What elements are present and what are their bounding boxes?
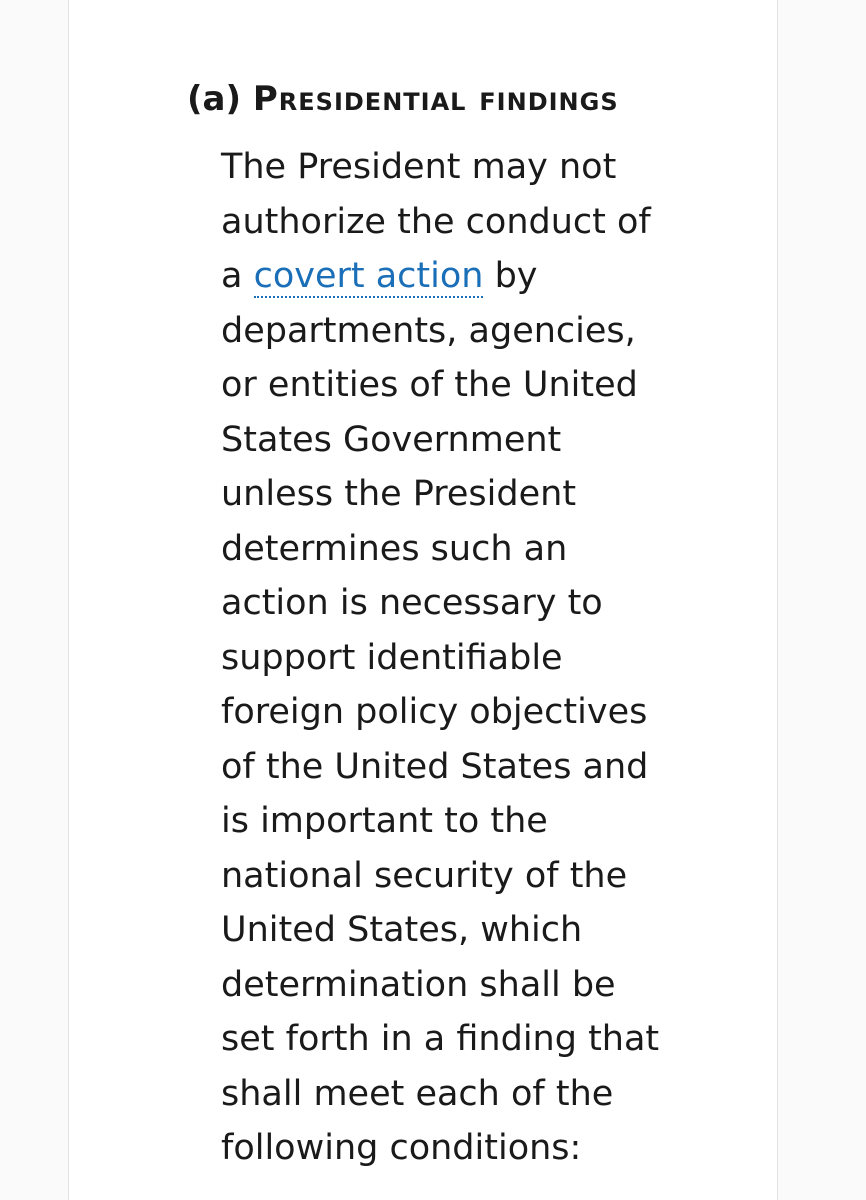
paragraph-line: following conditions: [221, 1128, 582, 1168]
section-label: (a) [187, 79, 242, 119]
paragraph-line: support identifiable [221, 637, 563, 678]
covert-action-link[interactable]: covert action [253, 256, 484, 296]
paragraph-line: of the United States and [221, 746, 649, 787]
paragraph-line [221, 249, 741, 304]
paragraph-line: determines such an [221, 528, 568, 569]
section-title: Presidential findings [252, 79, 619, 119]
paragraph-line: or entities of the United [221, 365, 638, 405]
section-heading [187, 74, 619, 124]
paragraph-line: The President may not [221, 147, 617, 187]
paragraph-line: unless the President [221, 474, 577, 514]
section-paragraph [221, 140, 741, 1176]
paragraph-line: United States, which [221, 910, 583, 950]
paragraph-line: authorize the conduct of [221, 201, 651, 242]
paragraph-line: set forth in a finding that [221, 1019, 660, 1059]
paragraph-text: by [483, 256, 538, 296]
paragraph-line: determination shall be [221, 964, 616, 1005]
paragraph-text: a [221, 256, 254, 296]
paragraph-line: departments, agencies, [221, 310, 636, 351]
paragraph-line: States Government [221, 419, 562, 460]
paragraph-line: action is necessary to [221, 583, 603, 623]
document-page [68, 0, 778, 1200]
paragraph-line: is important to the [221, 801, 548, 841]
paragraph-line: shall meet each of the [221, 1073, 614, 1114]
paragraph-line: national security of the [221, 855, 628, 896]
paragraph-line: foreign policy objectives [221, 692, 648, 732]
